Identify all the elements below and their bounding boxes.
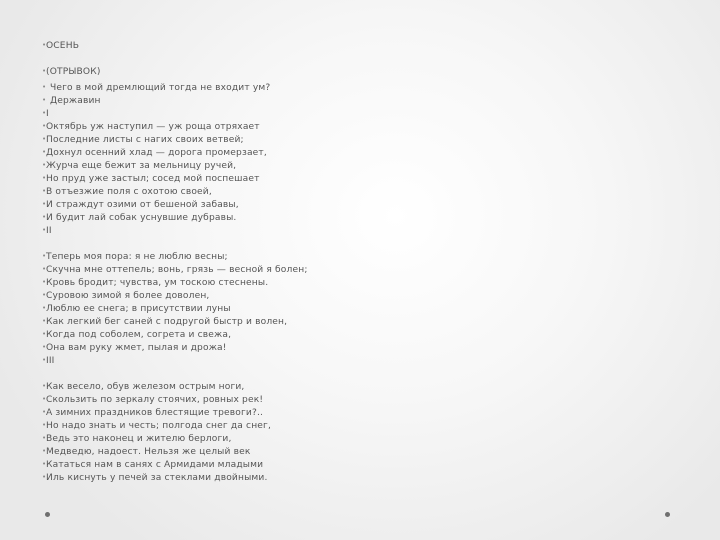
poem-line: •Суровою зимой я более доволен, — [42, 291, 210, 301]
stanza-number: •III — [42, 356, 55, 366]
poem-line: •Последние листы с нагих своих ветвей; — [42, 135, 244, 145]
poem-line: •Кататься нам в санях с Армидами младыми — [42, 460, 264, 470]
poem-title: •ОСЕНЬ — [42, 41, 80, 51]
next-slide-dot-icon[interactable] — [665, 512, 670, 517]
epigraph-line: • Чего в мой дремлющий тогда не входит ум? — [42, 83, 271, 93]
poem-line: •Когда под соболем, согрета и свежа, — [42, 330, 232, 340]
poem-line: •Кровь бродит; чувства, ум тоскою стеснены. — [42, 278, 269, 288]
poem-line: •Скользить по зеркалу стоячих, ровных рек! — [42, 395, 264, 405]
poem-line: •И будит лай собак уснувшие дубравы. — [42, 213, 237, 223]
poem-line: •Но надо знать и честь; полгода снег да снег, — [42, 421, 272, 431]
poem-line: •Дохнул осенний хлад — дорога промерзает, — [42, 148, 267, 158]
poem-line: •Но пруд уже застыл; сосед мой поспешает — [42, 174, 260, 184]
poem-line: •Ведь это наконец и жителю берлоги, — [42, 434, 232, 444]
poem-line: •Она вам руку жмет, пылая и дрожа! — [42, 343, 227, 353]
stanza-number: •II — [42, 226, 52, 236]
poem-line: •Люблю ее снега; в присутствии луны — [42, 304, 231, 314]
poem-line: •Медведю, надоест. Нельзя же целый век — [42, 447, 251, 457]
epigraph-author: • Державин — [42, 96, 101, 106]
poem-line: •Теперь моя пора: я не люблю весны; — [42, 252, 228, 262]
stanza-number: •I — [42, 109, 49, 119]
poem-line: •Как весело, обув железом острым ноги, — [42, 382, 245, 392]
poem-line: •Октябрь уж наступил — уж роща отряхает — [42, 122, 260, 132]
poem-line: •Скучна мне оттепель; вонь, грязь — весной я болен; — [42, 265, 308, 275]
poem-line: •Как легкий бег саней с подругой быстр и волен, — [42, 317, 288, 327]
poem-line: •В отъезжие поля с охотою своей, — [42, 187, 212, 197]
poem-line: •Журча еще бежит за мельницу ручей, — [42, 161, 237, 171]
prev-slide-dot-icon[interactable] — [45, 512, 50, 517]
poem-subtitle: •(ОТРЫВОК) — [42, 67, 101, 77]
poem-line: •А зимних праздников блестящие тревоги?.. — [42, 408, 264, 418]
poem-line: •И страждут озими от бешеной забавы, — [42, 200, 239, 210]
poem-line: •Иль киснуть у печей за стеклами двойными. — [42, 473, 268, 483]
